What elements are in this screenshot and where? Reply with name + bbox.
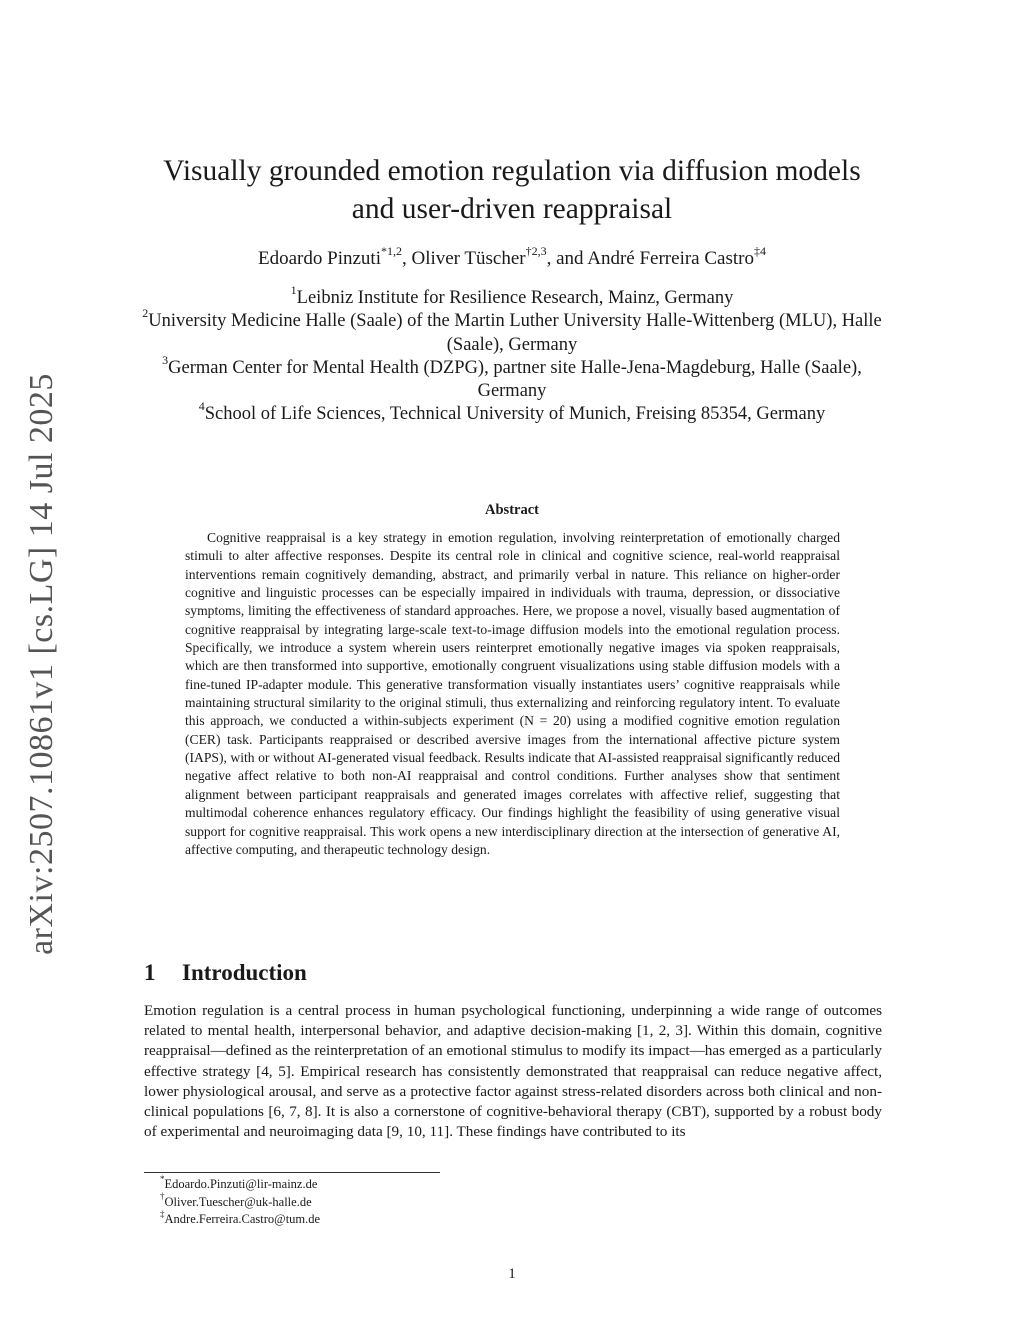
affiliation-number: 4: [198, 399, 205, 414]
page-number: 1: [508, 1266, 516, 1282]
affiliation-number: 3: [162, 352, 169, 367]
affiliation: [130, 282, 894, 310]
author-affiliation-mark: †2,3: [525, 243, 547, 258]
author-affiliation-mark: ‡4: [753, 243, 766, 258]
abstract-heading: Abstract: [485, 502, 539, 518]
affiliation-list: [130, 282, 894, 427]
affiliation: [130, 352, 894, 404]
affiliation-number: 1: [290, 282, 297, 297]
affiliation: [130, 306, 894, 357]
arxiv-stamp: [14, 373, 70, 955]
affiliation-text: University Medicine Halle (Saale) of the Martin Luther University Halle-Wittenberg (MLU), Halle (Saale), Germany: [148, 311, 882, 355]
footnote-text: Edoardo.Pinzuti@lir-mainz.de: [164, 1177, 318, 1191]
affiliation-text: Leibniz Institute for Resilience Research, Mainz, Germany: [296, 288, 734, 308]
author-list: [140, 243, 884, 272]
footnote: [144, 1208, 321, 1229]
author-name: André Ferreira Castro: [587, 248, 754, 269]
footnote-text: Andre.Ferreira.Castro@tum.de: [164, 1212, 321, 1226]
affiliation-text: School of Life Sciences, Technical University of Munich, Freising 85354, Germany: [204, 404, 826, 425]
abstract-text: Cognitive reappraisal is a key strategy in emotion regulation, involving reinterpretation of emotionally charged stimuli to alter affective responses. Despite its central role in clinical and cognitive science, real-world reappraisal interventions remain cognitively demanding, abstract, and primarily verbal in nature. This reliance on higher-order cognitive and linguistic processes can be especially impaired in individuals with trauma, depression, or dissociative symptoms, limiting the effectiveness of standard approaches. Here, we propose a novel, visually based augmentation of cognitive reappraisal by integrating large-scale text-to-image diffusion models into the emotional regulation process. Specifically, we introduce a system wherein users reinterpret emotionally negative images via spoken reappraisals, which are then transformed into supportive, emotionally congruent visualizations using stable diffusion models with a fine-tuned IP-adapter module. This generative transformation visually instantiates users’ cognitive reappraisals while maintaining structural similarity to the original stimuli, thus externalizing and reinforcing regulatory intent. To evaluate this approach, we conducted a within-subjects experiment (N = 20) using a modified cognitive emotion regulation (CER) task. Participants reappraised or described aversive images from the international affective picture system (IAPS), with or without AI-generated visual feedback. Results indicate that AI-assisted reappraisal significantly reduced negative affect relative to both non-AI reappraisal and control conditions. Further analyses show that sentiment alignment between participant reappraisals and generated images correlates with affective relief, suggesting that multimodal coherence enhances regulatory efficacy. Our findings highlight the feasibility of using generative visual support for cognitive reappraisal. This work opens a new interdisciplinary direction at the intersection of generative AI, affective computing, and therapeutic technology design.: [185, 530, 840, 857]
paper-title: Visually grounded emotion regulation via diffusion models and user-driven reappraisal: [163, 155, 861, 225]
section-number: 1: [144, 960, 156, 985]
footnote-mark: †: [160, 1191, 165, 1202]
footnote-list: [144, 1173, 321, 1229]
section-title: Introduction: [182, 960, 307, 985]
author-separator: ,: [401, 248, 412, 269]
affiliation: [130, 399, 894, 426]
intro-paragraph: Emotion regulation is a central process in human psychological functioning, underpinning a wide range of outcomes related to mental health, interpersonal behavior, and adaptive decision-making [1, 2, 3]. Within this domain, cognitive reappraisal—defined as the reinterpretation of an emotional stimulus to modify its impact—has emerged as a particularly effective strategy [4, 5]. Empirical research has consistently demonstrated that reappraisal can reduce negative affect, lower physiological arousal, and serve as a protective factor against stress-related disorders across both clinical and non-clinical populations [6, 7, 8]. It is also a cornerstone of cognitive-behavioral therapy (CBT), supported by a robust body of experimental and neuroimaging data [9, 10, 11]. These findings have contributed to its: [144, 1002, 882, 1141]
footnote: [144, 1191, 320, 1212]
footnote-text: Oliver.Tuescher@uk-halle.de: [164, 1194, 312, 1209]
section-heading: [144, 960, 307, 986]
author-separator: , and: [546, 248, 588, 269]
footnote-rule: [144, 1172, 440, 1173]
author-name: Edoardo Pinzuti: [258, 248, 381, 269]
footnote: [144, 1173, 320, 1194]
footnote-mark: ‡: [160, 1208, 165, 1219]
affiliation-text: German Center for Mental Health (DZPG), partner site Halle-Jena-Magdeburg, Halle (Saale), Germany: [168, 357, 862, 402]
affiliation-number: 2: [142, 306, 149, 321]
arxiv-stamp-text: arXiv:2507.10861v1 [cs.LG] 14 Jul 2025: [23, 373, 61, 955]
footnote-mark: *: [160, 1173, 165, 1184]
author-affiliation-mark: *1,2: [380, 243, 402, 258]
author-name: Oliver Tüscher: [411, 248, 526, 269]
